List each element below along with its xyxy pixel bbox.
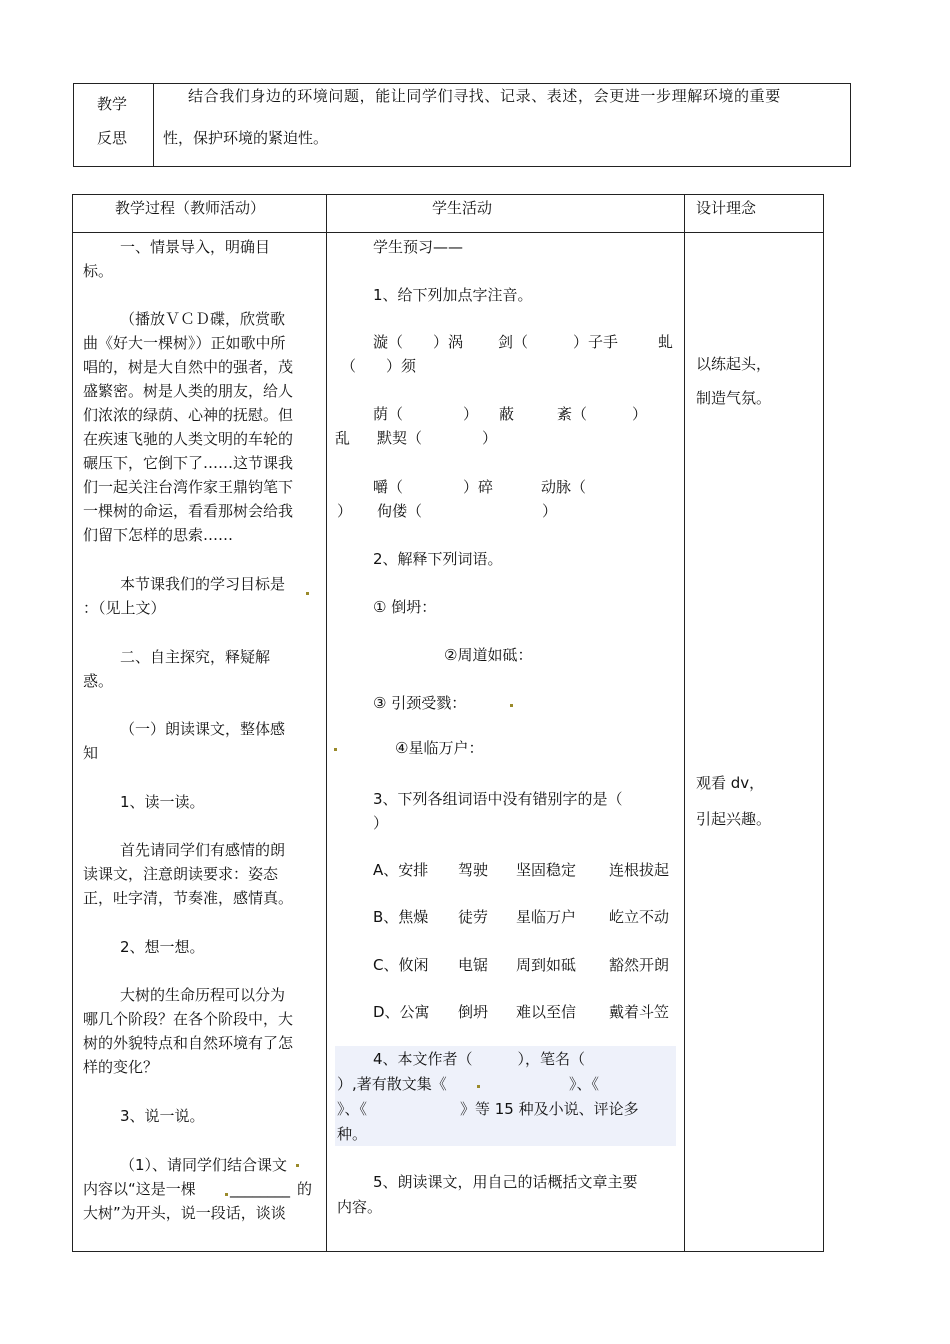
student-q4: ）,著有散文集《 [337, 1075, 447, 1093]
teacher-line: 大树的生命历程可以分为 [120, 986, 286, 1004]
student-q1-item: 乱 [335, 429, 351, 447]
column-divider-1 [326, 194, 327, 1252]
student-q2-term: ③ 引颈受戮： [373, 694, 467, 712]
header-design: 设计理念 [696, 199, 757, 217]
teacher-line: 内容以“这是一棵 [83, 1180, 196, 1198]
header-teacher: 教学过程（教师活动） [115, 199, 266, 217]
teacher-line: 树的外貌特点和自然环境有了怎 [83, 1034, 294, 1052]
option-word: 戴着斗笠 [609, 1003, 670, 1021]
option-word: 坚固稳定 [516, 861, 577, 879]
mark-dot [296, 1164, 299, 1167]
teacher-line: 3、说一说。 [120, 1107, 205, 1125]
student-q3: 3、下列各组词语中没有错别字的是（ [373, 790, 623, 808]
student-q1-item: 紊（ ） [557, 405, 648, 423]
teacher-line: ：（见上文） [83, 599, 166, 617]
student-q4: 4、本文作者（ ），笔名（ [373, 1050, 586, 1068]
student-q2-term: ④星临万户： [395, 739, 484, 757]
mark-dot [225, 1193, 228, 1196]
teacher-line: 的 [297, 1180, 313, 1198]
design-note: 观看 dv， [696, 774, 765, 792]
teacher-line: （播放ＶＣＤ碟，欣赏歌 [120, 310, 286, 328]
teacher-line: 本节课我们的学习目标是 [120, 575, 286, 593]
student-q2-term: ① 倒坍： [373, 598, 437, 616]
student-preview: 学生预习—— [373, 238, 464, 256]
teacher-blank: ________ [230, 1180, 290, 1198]
student-q4: 》、《 [569, 1075, 600, 1093]
teacher-line: 们一起关注台湾作家王鼎钧笔下 [83, 478, 294, 496]
reflection-label-line1: 教学 [97, 95, 128, 113]
option-label: B、焦燥 [373, 908, 429, 926]
teacher-line: 标。 [83, 262, 114, 280]
student-q4: 》、《 [337, 1100, 368, 1118]
student-q1-item: 蔽 [499, 405, 515, 423]
teacher-line: （1）、请同学们结合课文 [120, 1156, 288, 1174]
teacher-line: 二、自主探究，释疑解 [120, 648, 271, 666]
reflection-label-line2: 反思 [97, 129, 128, 147]
mark-dot [510, 704, 513, 707]
mark-dot [306, 592, 309, 595]
student-q1-item: 嚼（ ）碎 [373, 478, 494, 496]
option-word: 电锯 [458, 956, 489, 974]
teacher-line: 2、想一想。 [120, 938, 205, 956]
option-label: D、公寓 [373, 1003, 430, 1021]
option-word: 豁然开朗 [609, 956, 670, 974]
student-q3: ） [373, 814, 389, 832]
option-word: 徒劳 [458, 908, 489, 926]
teacher-line: 们浓浓的绿荫、心神的抚慰。但 [83, 406, 294, 424]
student-q1-item: 荫（ ） [373, 405, 479, 423]
student-q1-item: ） [337, 502, 353, 520]
option-word: 屹立不动 [609, 908, 670, 926]
student-q1-item: 佝偻（ ） [377, 502, 558, 520]
teacher-line: 读课文，注意朗读要求：姿态 [83, 865, 279, 883]
teacher-line: 碾压下，它倒下了……这节课我 [83, 454, 294, 472]
student-q1-item: 漩（ ）涡 [373, 333, 464, 351]
teacher-line: 首先请同学们有感情的朗 [120, 841, 286, 859]
option-word: 倒坍 [458, 1003, 489, 1021]
student-q1: 1、给下列加点字注音。 [373, 286, 533, 304]
teacher-line: 哪几个阶段？在各个阶段中，大 [83, 1010, 294, 1028]
student-q1-item: 动脉（ [541, 478, 587, 496]
teacher-line: 1、读一读。 [120, 793, 205, 811]
teacher-line: 一、情景导入，明确目 [120, 238, 271, 256]
teacher-line: （一）朗读课文，整体感 [120, 720, 286, 738]
teacher-line: 惑。 [83, 672, 114, 690]
design-note: 引起兴趣。 [696, 810, 772, 828]
teacher-line: 大树”为开头，说一段话，谈谈 [83, 1204, 286, 1222]
reflection-text-line2: 性，保护环境的紧迫性。 [163, 129, 329, 147]
student-q1-item: （ ）须 [341, 357, 417, 375]
option-label: C、攸闲 [373, 956, 429, 974]
option-word: 驾驶 [458, 861, 489, 879]
design-note: 制造气氛。 [696, 389, 772, 407]
option-word: 周到如砥 [516, 956, 577, 974]
teacher-line: 知 [83, 744, 99, 762]
reflection-divider [153, 83, 154, 167]
option-word: 连根拔起 [609, 861, 670, 879]
option-word: 星临万户 [516, 908, 577, 926]
student-q4: 》等 15 种及小说、评论多 [460, 1100, 639, 1118]
column-divider-2 [684, 194, 685, 1252]
student-q1-item: 默契（ ） [377, 429, 498, 447]
student-q2: 2、解释下列词语。 [373, 550, 503, 568]
student-q1-item: 虬 [658, 333, 674, 351]
mark-dot [334, 748, 337, 751]
mark-dot [477, 1085, 480, 1088]
teacher-line: 一棵树的命运，看看那树会给我 [83, 502, 294, 520]
option-word: 难以至信 [516, 1003, 577, 1021]
header-student: 学生活动 [432, 199, 493, 217]
teacher-line: 在疾速飞驰的人类文明的车轮的 [83, 430, 294, 448]
student-q1-item: 剑（ ）子手 [498, 333, 619, 351]
student-q2-term: ②周道如砥： [444, 646, 533, 664]
option-label: A、安排 [373, 861, 429, 879]
teacher-line: 样的变化？ [83, 1058, 159, 1076]
student-q5: 5、朗读课文，用自己的话概括文章主要 [373, 1173, 638, 1191]
reflection-text-line1: 结合我们身边的环境问题，能让同学们寻找、记录、表述，会更进一步理解环境的重要 [188, 87, 781, 105]
teacher-line: 唱的，树是大自然中的强者，茂 [83, 358, 294, 376]
teacher-line: 盛繁密。树是人类的朋友，给人 [83, 382, 294, 400]
student-q5: 内容。 [337, 1198, 383, 1216]
teacher-line: 们留下怎样的思索…… [83, 526, 234, 544]
teacher-line: 曲《好大一棵树》）正如歌中所 [83, 334, 286, 352]
student-q4: 种。 [337, 1125, 368, 1143]
design-note: 以练起头， [696, 355, 772, 373]
teacher-line: 正，吐字清，节奏准，感情真。 [83, 889, 294, 907]
header-divider [72, 232, 824, 233]
